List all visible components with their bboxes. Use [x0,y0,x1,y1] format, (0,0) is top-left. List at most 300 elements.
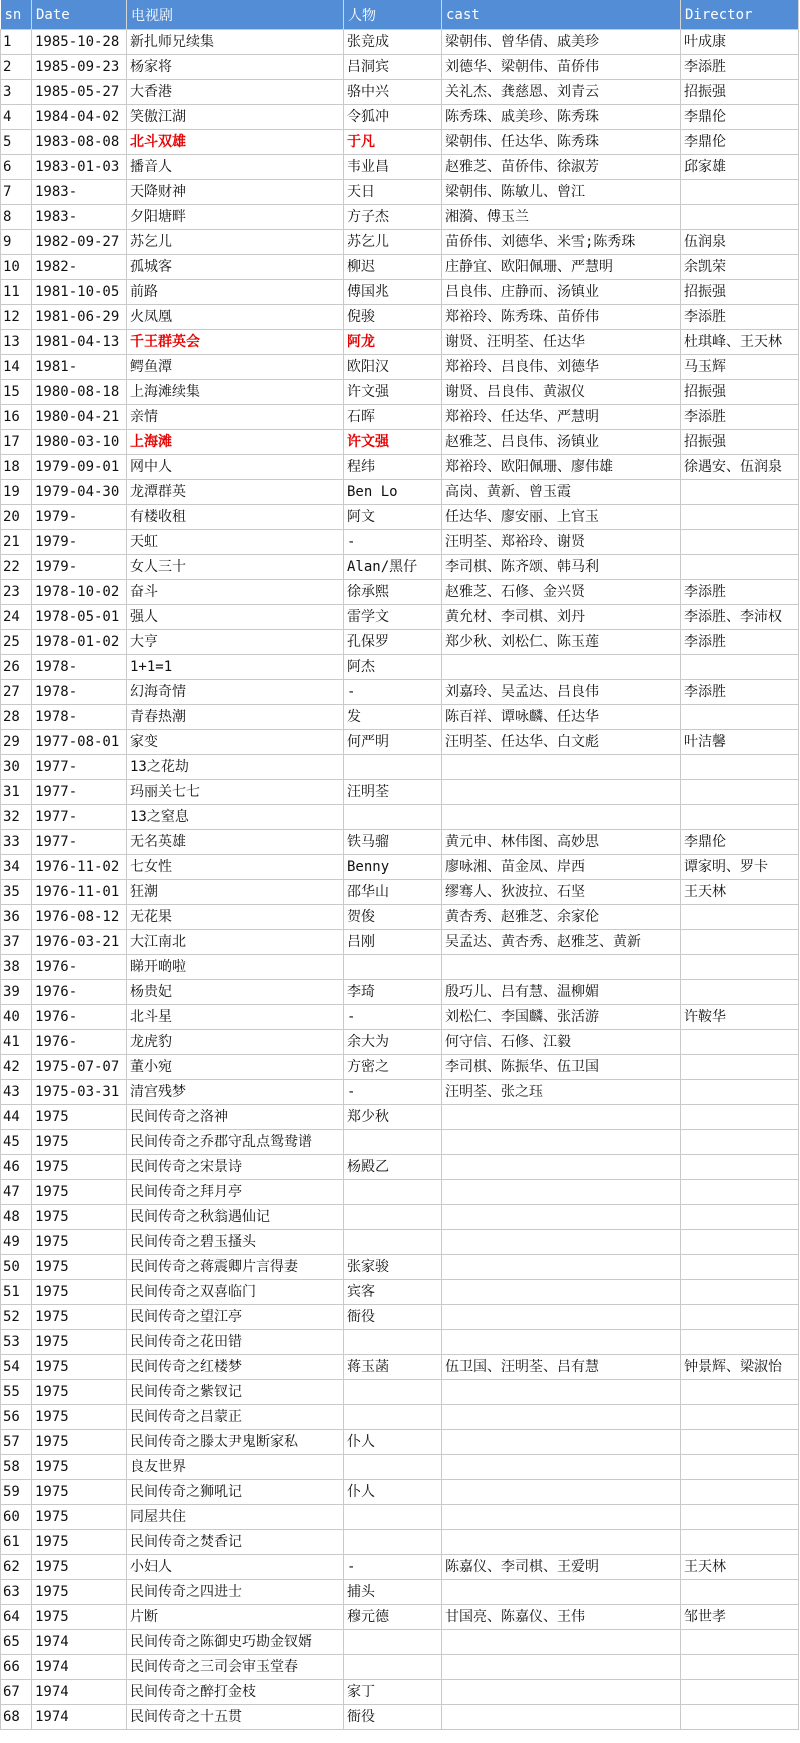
table-row [1,80,799,105]
cell-director [681,905,799,930]
cell-cast: 谢贤、吕良伟、黄淑仪 [442,380,681,405]
cell-date: 1975 [32,1480,127,1505]
cell-role: 倪骏 [344,305,442,330]
table-row [1,1155,799,1180]
cell-sn: 21 [1,530,32,555]
cell-sn: 61 [1,1530,32,1555]
cell-director [681,480,799,505]
cell-date: 1976-08-12 [32,905,127,930]
cell-role: 郑少秋 [344,1105,442,1130]
table-row [1,1655,799,1680]
cell-role: - [344,530,442,555]
cell-director [681,805,799,830]
cell-title: 13之窒息 [127,805,344,830]
cell-role: 仆人 [344,1480,442,1505]
cell-title: 清宫残梦 [127,1080,344,1105]
cell-date: 1977- [32,780,127,805]
cell-title: 鳄鱼潭 [127,355,344,380]
cell-role: 李琦 [344,980,442,1005]
cell-director [681,1655,799,1680]
cell-cast [442,1705,681,1730]
cell-title: 同屋共住 [127,1505,344,1530]
cell-date: 1975-07-07 [32,1055,127,1080]
table-row [1,1330,799,1355]
cell-cast [442,1430,681,1455]
table-row [1,955,799,980]
cell-date: 1976-11-02 [32,855,127,880]
table-row [1,405,799,430]
header-title: 电视剧 [127,0,344,30]
cell-sn: 66 [1,1655,32,1680]
cell-role [344,755,442,780]
cell-cast: 李司棋、陈齐颂、韩马利 [442,555,681,580]
cell-title: 新扎师兄续集 [127,30,344,55]
cell-cast: 伍卫国、汪明荃、吕有慧 [442,1355,681,1380]
cell-director [681,1105,799,1130]
cell-title: 前路 [127,280,344,305]
cell-sn: 54 [1,1355,32,1380]
cell-director: 招振强 [681,80,799,105]
cell-title: 强人 [127,605,344,630]
cell-role: 邵华山 [344,880,442,905]
cell-director [681,1380,799,1405]
cell-title: 大香港 [127,80,344,105]
cell-director [681,1530,799,1555]
cell-cast: 汪明荃、郑裕玲、谢贤 [442,530,681,555]
cell-director [681,1480,799,1505]
table-row [1,1455,799,1480]
cell-sn: 56 [1,1405,32,1430]
cell-sn: 52 [1,1305,32,1330]
cell-sn: 45 [1,1130,32,1155]
cell-title: 小妇人 [127,1555,344,1580]
cell-cast: 吴孟达、黄杏秀、赵雅芝、黄新 [442,930,681,955]
cell-title: 无花果 [127,905,344,930]
cell-cast [442,1455,681,1480]
cell-sn: 23 [1,580,32,605]
cell-role: 阿文 [344,505,442,530]
cell-sn: 63 [1,1580,32,1605]
cell-title: 民间传奇之蒋震卿片言得妻 [127,1255,344,1280]
table-row [1,1630,799,1655]
cell-cast [442,1280,681,1305]
cell-director [681,1405,799,1430]
cell-title: 民间传奇之十五贯 [127,1705,344,1730]
cell-director: 许鞍华 [681,1005,799,1030]
cell-cast [442,1330,681,1355]
cell-sn: 20 [1,505,32,530]
cell-sn: 48 [1,1205,32,1230]
cell-cast [442,655,681,680]
cell-date: 1979- [32,505,127,530]
cell-role: 欧阳汉 [344,355,442,380]
cell-title: 北斗星 [127,1005,344,1030]
cell-director [681,1680,799,1705]
cell-title: 片断 [127,1605,344,1630]
cell-sn: 19 [1,480,32,505]
cell-title: 大亨 [127,630,344,655]
cell-role [344,1505,442,1530]
cell-director: 徐遇安、伍润泉 [681,455,799,480]
cell-date: 1976- [32,1030,127,1055]
cell-date: 1976-11-01 [32,880,127,905]
cell-title: 上海滩续集 [127,380,344,405]
cell-director: 招振强 [681,430,799,455]
cell-date: 1979- [32,555,127,580]
table-row [1,30,799,55]
cell-role: 程纬 [344,455,442,480]
cell-title: 民间传奇之滕太尹鬼断家私 [127,1430,344,1455]
table-row [1,580,799,605]
cell-cast: 郑少秋、刘松仁、陈玉莲 [442,630,681,655]
cell-role: 石晖 [344,405,442,430]
cell-title: 13之花劫 [127,755,344,780]
cell-sn: 59 [1,1480,32,1505]
cell-director [681,205,799,230]
header-role: 人物 [344,0,442,30]
cell-title: 民间传奇之紫钗记 [127,1380,344,1405]
cell-sn: 31 [1,780,32,805]
cell-title: 民间传奇之宋景诗 [127,1155,344,1180]
cell-director [681,705,799,730]
cell-role [344,805,442,830]
cell-role: 阿杰 [344,655,442,680]
table-row [1,1380,799,1405]
cell-date: 1975 [32,1330,127,1355]
cell-sn: 3 [1,80,32,105]
cell-sn: 32 [1,805,32,830]
cell-cast: 廖咏湘、苗金凤、岸西 [442,855,681,880]
cell-sn: 64 [1,1605,32,1630]
cell-sn: 49 [1,1230,32,1255]
cell-cast [442,1180,681,1205]
cell-date: 1978- [32,705,127,730]
header-row [1,0,799,30]
cell-title: 龙潭群英 [127,480,344,505]
cell-cast: 刘德华、梁朝伟、苗侨伟 [442,55,681,80]
cell-title: 网中人 [127,455,344,480]
cell-date: 1975 [32,1255,127,1280]
table-row [1,1230,799,1255]
cell-role: 汪明荃 [344,780,442,805]
table-row [1,330,799,355]
cell-cast: 梁朝伟、任达华、陈秀珠 [442,130,681,155]
cell-role: 于凡 [344,130,442,155]
cell-cast: 庄静宜、欧阳佩珊、严慧明 [442,255,681,280]
cell-cast: 汪明荃、张之珏 [442,1080,681,1105]
cell-sn: 34 [1,855,32,880]
table-row [1,1505,799,1530]
cell-role: 孔保罗 [344,630,442,655]
table-body [1,30,799,1730]
cell-cast [442,1105,681,1130]
table-row [1,1480,799,1505]
cell-date: 1975 [32,1405,127,1430]
table-row [1,855,799,880]
cell-date: 1976- [32,1005,127,1030]
cell-cast: 关礼杰、龚慈恩、刘青云 [442,80,681,105]
cell-title: 民间传奇之秋翁遇仙记 [127,1205,344,1230]
cell-cast [442,755,681,780]
cell-title: 女人三十 [127,555,344,580]
table-row [1,1080,799,1105]
cell-date: 1985-05-27 [32,80,127,105]
cell-director: 马玉辉 [681,355,799,380]
cell-role: 方子杰 [344,205,442,230]
table-row [1,1255,799,1280]
cell-role: 徐承熙 [344,580,442,605]
cell-role: - [344,680,442,705]
cell-date: 1975 [32,1280,127,1305]
cell-role: 杨殿乙 [344,1155,442,1180]
cell-cast: 郑裕玲、吕良伟、刘德华 [442,355,681,380]
cell-role [344,1205,442,1230]
cell-role: - [344,1080,442,1105]
cell-director [681,180,799,205]
cell-cast [442,1480,681,1505]
cell-director: 杜琪峰、王天林 [681,330,799,355]
cell-title: 七女性 [127,855,344,880]
table-row [1,905,799,930]
table-row [1,255,799,280]
table-row [1,1430,799,1455]
table-row [1,1555,799,1580]
cell-director [681,1630,799,1655]
cell-director [681,1255,799,1280]
cell-role: 家丁 [344,1680,442,1705]
cell-sn: 29 [1,730,32,755]
cell-date: 1975 [32,1380,127,1405]
cell-sn: 18 [1,455,32,480]
cell-cast: 谢贤、汪明荃、任达华 [442,330,681,355]
cell-director [681,755,799,780]
table-row [1,830,799,855]
cell-director: 李添胜 [681,305,799,330]
cell-title: 杨贵妃 [127,980,344,1005]
cell-title: 狂潮 [127,880,344,905]
cell-sn: 9 [1,230,32,255]
cell-cast: 黄元申、林伟图、高妙思 [442,830,681,855]
cell-director: 李添胜 [681,680,799,705]
cell-role: 宾客 [344,1280,442,1305]
cell-date: 1976- [32,955,127,980]
cell-sn: 43 [1,1080,32,1105]
cell-cast [442,1530,681,1555]
cell-director [681,930,799,955]
table-row [1,205,799,230]
cell-role: 令狐冲 [344,105,442,130]
cell-role [344,1230,442,1255]
cell-title: 民间传奇之三司会审玉堂春 [127,1655,344,1680]
cell-date: 1981-04-13 [32,330,127,355]
cell-sn: 57 [1,1430,32,1455]
cell-role: 天日 [344,180,442,205]
cell-role [344,1655,442,1680]
cell-date: 1980-08-18 [32,380,127,405]
table-row [1,530,799,555]
cell-date: 1978- [32,680,127,705]
cell-director [681,1080,799,1105]
cell-date: 1983-08-08 [32,130,127,155]
header-sn: sn [1,0,32,30]
cell-date: 1982-09-27 [32,230,127,255]
table-row [1,1280,799,1305]
cell-date: 1974 [32,1680,127,1705]
cell-date: 1977-08-01 [32,730,127,755]
table-row [1,1180,799,1205]
cell-sn: 17 [1,430,32,455]
table-row [1,1305,799,1330]
cell-director: 李鼎伦 [681,830,799,855]
cell-cast [442,1630,681,1655]
cell-director: 李添胜 [681,630,799,655]
cell-cast: 黄杏秀、赵雅芝、余家伦 [442,905,681,930]
cell-title: 民间传奇之花田错 [127,1330,344,1355]
cell-cast: 黄允材、李司棋、刘丹 [442,605,681,630]
cell-date: 1980-04-21 [32,405,127,430]
cell-cast [442,1380,681,1405]
cell-role [344,1130,442,1155]
cell-date: 1974 [32,1630,127,1655]
table-row [1,1680,799,1705]
cell-title: 民间传奇之望江亭 [127,1305,344,1330]
cell-director: 李添胜 [681,405,799,430]
cell-sn: 41 [1,1030,32,1055]
cell-director [681,655,799,680]
cell-sn: 1 [1,30,32,55]
cell-director: 王天林 [681,1555,799,1580]
cell-director: 招振强 [681,380,799,405]
cell-title: 民间传奇之拜月亭 [127,1180,344,1205]
cell-cast [442,1230,681,1255]
cell-cast [442,955,681,980]
cell-cast [442,1305,681,1330]
cell-cast [442,780,681,805]
table-row [1,1705,799,1730]
cell-sn: 15 [1,380,32,405]
cell-date: 1975 [32,1180,127,1205]
cell-role: 苏乞儿 [344,230,442,255]
cell-role: 铁马骝 [344,830,442,855]
cell-cast: 汪明荃、任达华、白文彪 [442,730,681,755]
cell-sn: 13 [1,330,32,355]
cell-cast: 郑裕玲、欧阳佩珊、廖伟雄 [442,455,681,480]
cell-director: 李添胜、李沛权 [681,605,799,630]
cell-date: 1978-05-01 [32,605,127,630]
cell-title: 上海滩 [127,430,344,455]
cell-title: 民间传奇之狮吼记 [127,1480,344,1505]
cell-date: 1984-04-02 [32,105,127,130]
cell-sn: 68 [1,1705,32,1730]
cell-date: 1977- [32,830,127,855]
cell-director [681,955,799,980]
cell-director: 王天林 [681,880,799,905]
cell-director [681,1430,799,1455]
cell-date: 1979-04-30 [32,480,127,505]
cell-date: 1983- [32,180,127,205]
cell-director [681,1180,799,1205]
cell-sn: 44 [1,1105,32,1130]
cell-sn: 58 [1,1455,32,1480]
cell-role: - [344,1555,442,1580]
cell-cast: 苗侨伟、刘德华、米雪;陈秀珠 [442,230,681,255]
cell-cast [442,1505,681,1530]
cell-sn: 38 [1,955,32,980]
cell-role: 雷学文 [344,605,442,630]
cell-date: 1977- [32,805,127,830]
cell-director [681,1155,799,1180]
cell-role [344,1380,442,1405]
cell-title: 良友世界 [127,1455,344,1480]
table-row [1,455,799,480]
cell-date: 1975 [32,1105,127,1130]
cell-date: 1981-10-05 [32,280,127,305]
cell-director [681,780,799,805]
table-row [1,1355,799,1380]
cell-date: 1975 [32,1205,127,1230]
cell-sn: 28 [1,705,32,730]
cell-title: 龙虎豹 [127,1030,344,1055]
cell-sn: 11 [1,280,32,305]
table-row [1,1030,799,1055]
table-row [1,805,799,830]
cell-sn: 6 [1,155,32,180]
cell-role: 许文强 [344,380,442,405]
cell-sn: 26 [1,655,32,680]
cell-sn: 46 [1,1155,32,1180]
cell-sn: 47 [1,1180,32,1205]
cell-date: 1975 [32,1430,127,1455]
cell-director [681,1505,799,1530]
cell-cast: 何守信、石修、江毅 [442,1030,681,1055]
cell-title: 笑傲江湖 [127,105,344,130]
cell-cast: 任达华、廖安丽、上官玉 [442,505,681,530]
cell-cast: 陈秀珠、戚美珍、陈秀珠 [442,105,681,130]
cell-title: 天降财神 [127,180,344,205]
cell-date: 1975 [32,1555,127,1580]
table-row [1,1205,799,1230]
table-row [1,280,799,305]
cell-title: 大江南北 [127,930,344,955]
cell-director: 余凯荣 [681,255,799,280]
cell-sn: 39 [1,980,32,1005]
cell-sn: 14 [1,355,32,380]
cell-cast: 郑裕玲、任达华、严慧明 [442,405,681,430]
cell-role: 吕洞宾 [344,55,442,80]
cell-sn: 50 [1,1255,32,1280]
cell-role: 穆元德 [344,1605,442,1630]
cell-sn: 60 [1,1505,32,1530]
cell-title: 无名英雄 [127,830,344,855]
cell-date: 1981- [32,355,127,380]
cell-cast [442,1130,681,1155]
cell-title: 民间传奇之洛神 [127,1105,344,1130]
cell-director: 李鼎伦 [681,130,799,155]
cell-role [344,1180,442,1205]
cell-title: 奋斗 [127,580,344,605]
cell-director [681,1280,799,1305]
cell-director [681,505,799,530]
cell-date: 1983-01-03 [32,155,127,180]
cell-date: 1976- [32,980,127,1005]
cell-sn: 12 [1,305,32,330]
cell-cast: 湘漪、傅玉兰 [442,205,681,230]
cell-role [344,955,442,980]
cell-cast: 高岗、黄新、曾玉霞 [442,480,681,505]
cell-title: 家变 [127,730,344,755]
cell-date: 1981-06-29 [32,305,127,330]
cell-director [681,1055,799,1080]
